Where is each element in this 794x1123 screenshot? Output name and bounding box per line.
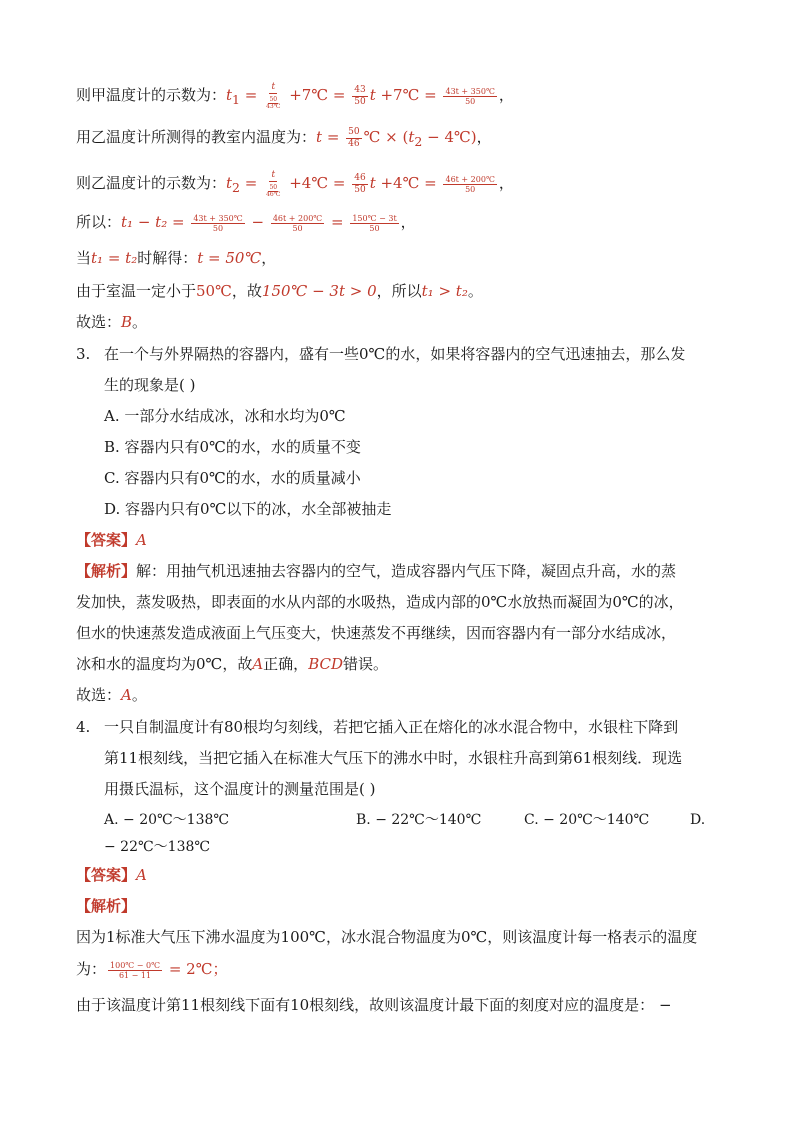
frac-num: 43 (354, 84, 366, 95)
analysis-line: 但水的快速蒸发造成液面上气压变大，快速蒸发不再继续，因而容器内有一部分水结成冰， (76, 624, 677, 642)
fraction (108, 961, 162, 980)
frac-num: t (271, 170, 276, 180)
mid: +4℃ = (284, 174, 351, 192)
frac-num: 46 (354, 172, 366, 183)
question-number: 3. (76, 345, 91, 363)
pick-line (76, 684, 147, 706)
frac-den: 61 − 11 (118, 970, 152, 980)
fraction (191, 214, 244, 233)
punct: ， (400, 213, 416, 231)
analysis-tag: 【解析】 (76, 897, 137, 915)
question-stem: 在一个与外界隔热的容器内，盛有一些0℃的水，如果将容器内的空气迅速抽去，那么发 (104, 345, 686, 363)
rest: ℃ × ( (363, 128, 409, 146)
answer-letter: BCD (308, 655, 343, 673)
eq: = (240, 174, 263, 192)
answer-letter: A (136, 531, 147, 549)
option-a: A. 一部分水结成冰，冰和水均为0℃ (104, 407, 346, 425)
text: 则甲温度计的示数为： (76, 86, 227, 104)
answer-letter: A (136, 866, 147, 884)
frac-den: 50 (212, 223, 224, 233)
mid: +4℃ = (375, 174, 442, 192)
frac-den: 50 (369, 223, 380, 233)
fraction (443, 87, 496, 106)
eq: = (322, 128, 345, 146)
frac-den: 46 (348, 138, 360, 149)
answer-tag: 【答案】 (76, 866, 137, 884)
frac-inner-num: 50 (269, 96, 278, 103)
frac-inner-num: 50 (269, 184, 278, 191)
frac-num: 100℃ − 0℃ (110, 960, 161, 970)
eq: = (240, 86, 263, 104)
expr: t₁ − t₂ = (121, 213, 190, 231)
text: ，故 (231, 282, 262, 300)
frac-den: 50 (465, 184, 476, 194)
text: 所以： (76, 213, 122, 231)
analysis-line: 由于该温度计第11根刻线下面有10根刻线，故则该温度计最下面的刻度对应的温度是： − (76, 996, 672, 1014)
frac-den: 50 (292, 223, 303, 233)
frac-den: 50 (465, 96, 476, 106)
fraction (352, 173, 367, 196)
fraction (443, 175, 496, 194)
var: t (226, 174, 233, 192)
punct: ， (498, 174, 514, 192)
option-c: C. − 20℃～140℃ (524, 812, 650, 828)
frac-den: 50 (354, 184, 366, 195)
solution-line-2 (76, 126, 492, 153)
text: 解：用抽气机迅速抽去容器内的空气，造成容器内气压下降，凝固点升高，水的蒸 (136, 562, 677, 580)
solution-line-4 (76, 211, 416, 233)
var: t (369, 174, 376, 192)
solution-line-1 (76, 82, 514, 111)
answer-letter: A (252, 655, 264, 673)
text: 故选： (76, 313, 122, 331)
punct: ， (476, 128, 492, 146)
var: t (369, 86, 376, 104)
text: 当 (76, 249, 92, 267)
frac-inner-den: 46℃ (266, 191, 281, 198)
option-a: A. − 20℃～138℃ (104, 812, 230, 828)
frac-num: 43t + 350℃ (445, 86, 495, 96)
text: 冰和水的温度均为0℃，故 (76, 655, 253, 673)
punct: ， (498, 86, 514, 104)
sub: 1 (232, 92, 240, 107)
solution-line-7 (76, 311, 147, 333)
text: 错误。 (343, 655, 389, 673)
fraction (271, 214, 324, 233)
answer-line (76, 529, 147, 551)
frac-inner-den: 43℃ (266, 103, 281, 110)
text: 故选： (76, 686, 122, 704)
text: 则乙温度计的示数为： (76, 174, 227, 192)
analysis-line: 因为1标准大气压下沸水温度为100℃，冰水混合物温度为0℃，则该温度计每一格表示的温度 (76, 928, 698, 946)
option-d: D. 容器内只有0℃以下的冰，水全部被抽走 (104, 500, 392, 518)
frac-num: 43t + 350℃ (193, 213, 243, 223)
punct: 。 (467, 282, 483, 300)
option-b: B. 容器内只有0℃的水，水的质量不变 (104, 438, 361, 456)
analysis-line (76, 958, 228, 980)
question-number: 4. (76, 718, 91, 736)
answer-tag: 【答案】 (76, 531, 137, 549)
answer-letter: B (121, 313, 133, 331)
mid: +7℃ = (284, 86, 351, 104)
expr: 150℃ − 3t > 0 (261, 282, 377, 300)
frac-den: 50 (354, 96, 366, 107)
punct: ， (261, 249, 277, 267)
op: − (246, 213, 269, 231)
text: 正确， (263, 655, 309, 673)
expr: t₁ = t₂ (91, 249, 138, 267)
frac-num: 46t + 200℃ (445, 174, 495, 184)
var: t (408, 128, 415, 146)
var: t (226, 86, 233, 104)
question-stem: 第11根刻线，当把它插入在标准大气压下的沸水中时，水银柱升高到第61根刻线．现选 (104, 749, 683, 767)
answer-line (76, 864, 147, 886)
expr: = 2℃； (164, 960, 228, 978)
expr: t = 50℃ (197, 249, 262, 267)
expr: 50℃ (196, 282, 232, 300)
answer-letter: A (121, 686, 132, 704)
option-d-value: − 22℃～138℃ (104, 839, 211, 855)
fraction (352, 85, 367, 108)
fraction (346, 127, 361, 150)
text: 为： (76, 960, 107, 978)
solution-line-3 (76, 170, 514, 199)
text: 用乙温度计所测得的教室内温度为： (76, 128, 317, 146)
punct: 。 (131, 686, 147, 704)
sub: 2 (414, 134, 423, 149)
option-b: B. − 22℃～140℃ (356, 812, 482, 828)
question-stem: 一只自制温度计有80根均匀刻线，若把它插入正在熔化的冰水混合物中，水银柱下降到 (104, 718, 679, 736)
mid: +7℃ = (375, 86, 442, 104)
solution-line-5 (76, 247, 276, 269)
question-stem: 用摄氏温标，这个温度计的测量范围是( ) (104, 780, 376, 798)
frac-num: 150℃ − 3t (352, 213, 397, 223)
analysis-line (76, 895, 136, 917)
op: = (326, 213, 349, 231)
text: 由于室温一定小于 (76, 282, 197, 300)
question-stem: 生的现象是( ) (104, 376, 196, 394)
frac-num: t (271, 82, 276, 92)
fraction (350, 214, 398, 233)
analysis-tag: 【解析】 (76, 562, 137, 580)
sub: 2 (232, 180, 240, 195)
analysis-line (76, 560, 676, 582)
frac-num: 50 (348, 126, 360, 137)
fraction (264, 170, 282, 198)
text: ，所以 (376, 282, 422, 300)
var: t (316, 128, 323, 146)
option-d-label: D. (690, 812, 706, 828)
analysis-line (76, 653, 388, 675)
punct: 。 (132, 313, 148, 331)
text: 时解得： (137, 249, 198, 267)
expr: t₁ > t₂ (421, 282, 468, 300)
option-c: C. 容器内只有0℃的水，水的质量减小 (104, 469, 361, 487)
frac-num: 46t + 200℃ (272, 213, 323, 223)
solution-line-6 (76, 280, 483, 302)
analysis-line: 发加快，蒸发吸热，即表面的水从内部的水吸热，造成内部的0℃水放热而凝固为0℃的冰， (76, 593, 684, 611)
fraction (264, 82, 282, 110)
rest: − 4℃) (422, 128, 477, 146)
